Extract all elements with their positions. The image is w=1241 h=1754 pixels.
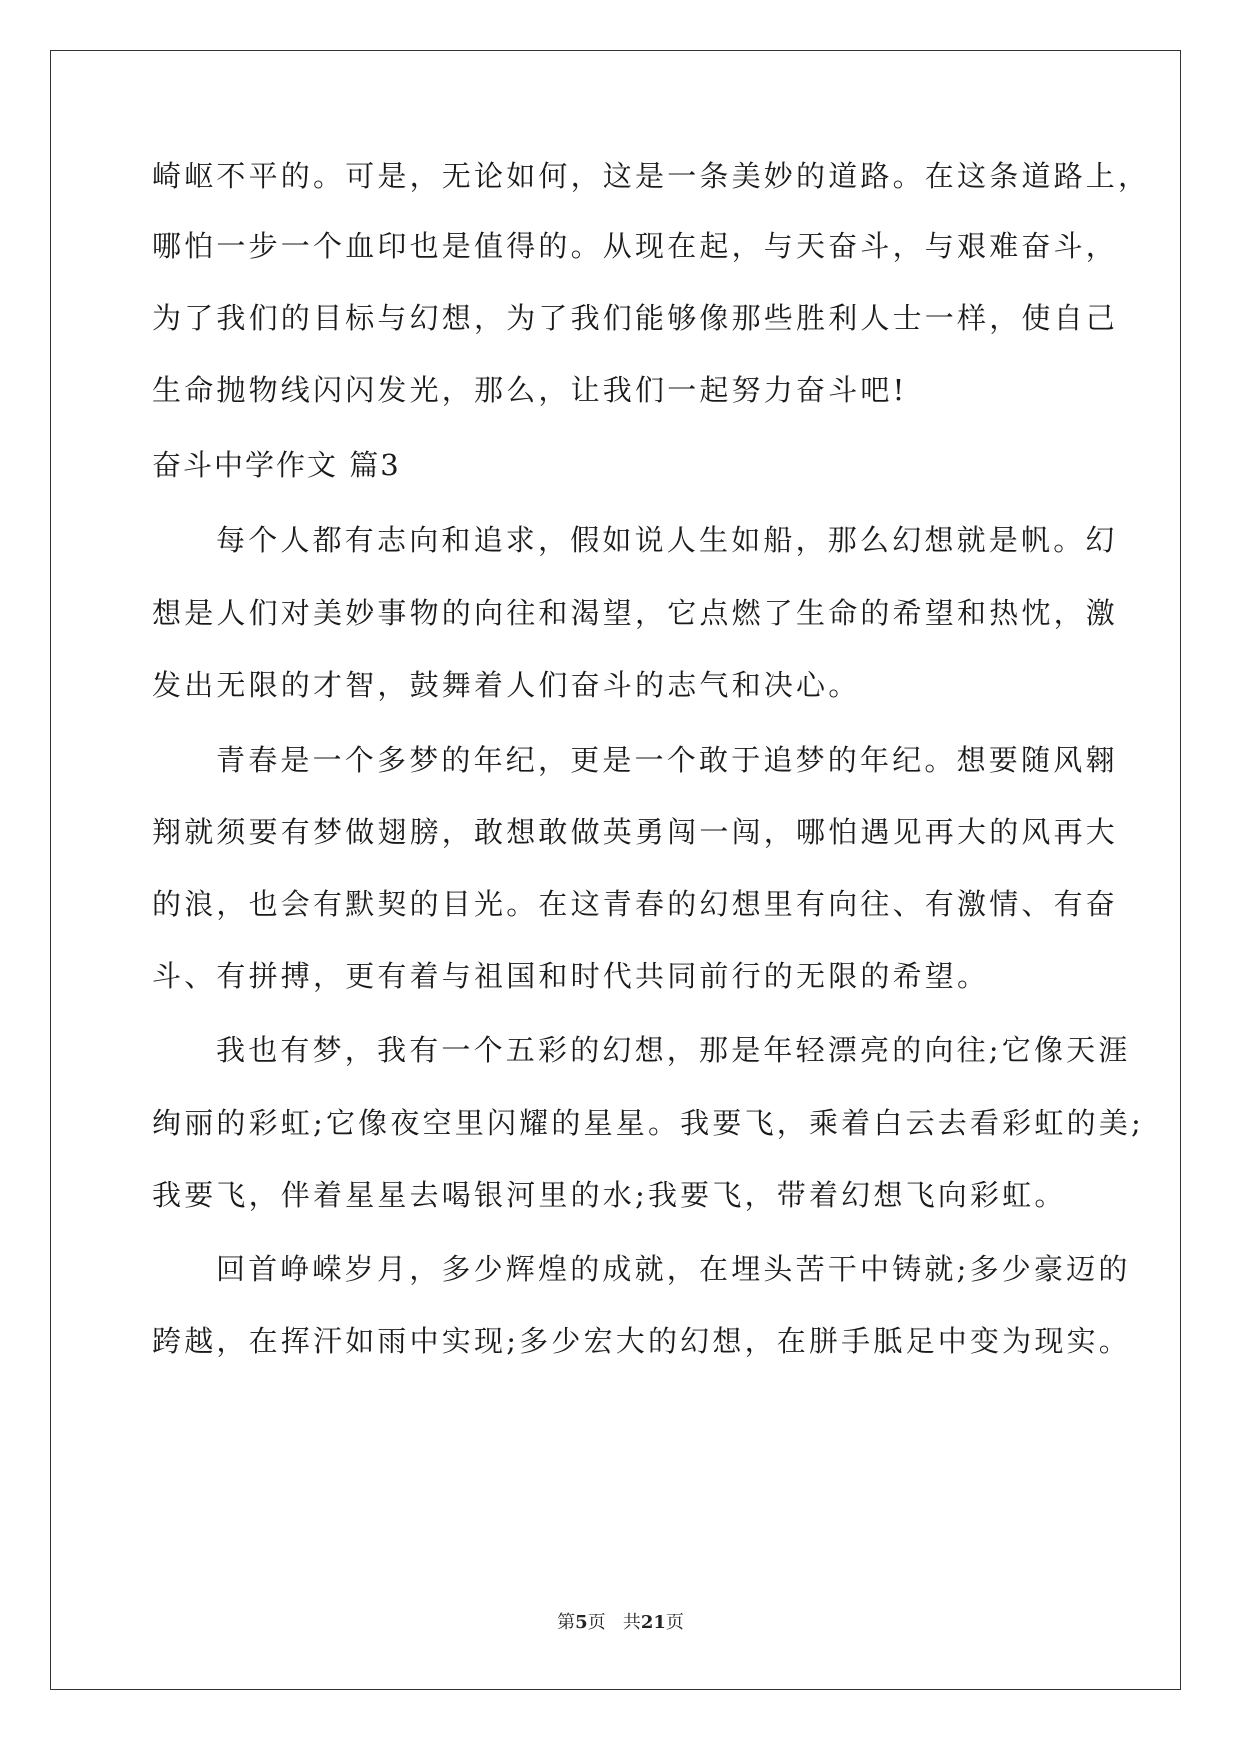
section-heading: 奋斗中学作文 篇3 bbox=[152, 448, 401, 482]
text-line: 的浪，也会有默契的目光。在这青春的幻想里有向往、有激情、有奋 bbox=[152, 887, 1119, 921]
paragraph-first-line: 每个人都有志向和追求，假如说人生如船，那么幻想就是帆。幻 bbox=[216, 523, 1118, 557]
text-line: 为了我们的目标与幻想，为了我们能够像那些胜利人士一样，使自己 bbox=[152, 301, 1119, 335]
text-line: 生命抛物线闪闪发光，那么，让我们一起努力奋斗吧! bbox=[152, 373, 908, 407]
footer-prefix: 第 bbox=[557, 1612, 576, 1633]
text-line: 发出无限的才智，鼓舞着人们奋斗的志气和决心。 bbox=[152, 668, 861, 702]
text-line: 崎岖不平的。可是，无论如何，这是一条美妙的道路。在这条道路上， bbox=[152, 159, 1151, 193]
footer-page-suffix: 页 bbox=[587, 1612, 606, 1633]
footer-total-prefix: 共 bbox=[622, 1612, 641, 1633]
text-line: 跨越，在挥汗如雨中实现;多少宏大的幻想，在胼手胝足中变为现实。 bbox=[152, 1324, 1131, 1358]
text-line: 想是人们对美妙事物的向往和渴望，它点燃了生命的希望和热忱，激 bbox=[152, 596, 1119, 630]
paragraph-first-line: 回首峥嵘岁月，多少辉煌的成就，在埋头苦干中铸就;多少豪迈的 bbox=[216, 1252, 1131, 1286]
text-line: 绚丽的彩虹;它像夜空里闪耀的星星。我要飞，乘着白云去看彩虹的美; bbox=[152, 1106, 1144, 1140]
text-line: 斗、有拼搏，更有着与祖国和时代共同前行的无限的希望。 bbox=[152, 959, 990, 993]
text-line: 哪怕一步一个血印也是值得的。从现在起，与天奋斗，与艰难奋斗， bbox=[152, 229, 1119, 263]
page-footer bbox=[0, 1611, 1241, 1635]
text-line: 翔就须要有梦做翅膀，敢想敢做英勇闯一闯，哪怕遇见再大的风再大 bbox=[152, 815, 1119, 849]
page-border bbox=[50, 50, 1181, 1690]
footer-total-suffix: 页 bbox=[665, 1612, 684, 1633]
paragraph-first-line: 青春是一个多梦的年纪，更是一个敢于追梦的年纪。想要随风翱 bbox=[216, 743, 1118, 777]
total-page-count: 21 bbox=[640, 1612, 666, 1633]
text-line: 我要飞，伴着星星去喝银河里的水;我要飞，带着幻想飞向彩虹。 bbox=[152, 1178, 1067, 1212]
current-page-number: 5 bbox=[575, 1612, 588, 1633]
paragraph-first-line: 我也有梦，我有一个五彩的幻想，那是年轻漂亮的向往;它像天涯 bbox=[216, 1033, 1131, 1067]
